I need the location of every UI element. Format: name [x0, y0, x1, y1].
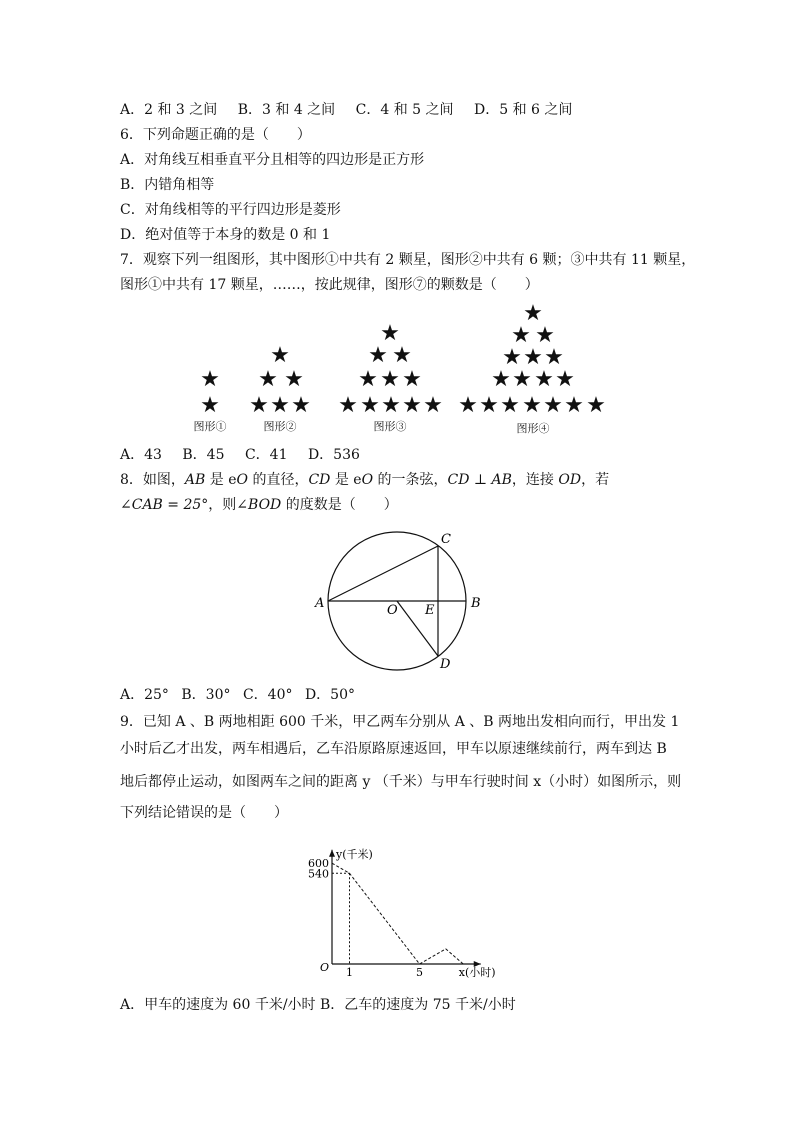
svg-text:★: ★ — [291, 393, 311, 418]
svg-text:★: ★ — [534, 367, 554, 392]
q9-options-line: A．甲车的速度为 60 千米/小时 B．乙车的速度为 75 千米/小时 — [120, 997, 516, 1013]
star: ★ — [200, 393, 220, 418]
svg-text:★: ★ — [380, 367, 400, 392]
q9-stem-line4: 下列结论错误的是（ ） — [120, 805, 288, 821]
star: ★ — [200, 367, 220, 392]
star-figure-3 — [338, 321, 443, 433]
q6-option-a: A．对角线互相垂直平分且相等的四边形是正方形 — [120, 152, 425, 168]
distance-time-chart — [300, 832, 500, 982]
svg-text:★: ★ — [523, 345, 543, 370]
segment-ac — [328, 546, 438, 601]
point-label-a: A — [315, 596, 325, 611]
point-label-e: E — [425, 603, 435, 618]
svg-text:★: ★ — [402, 393, 422, 418]
svg-text:★: ★ — [511, 323, 531, 348]
x-tick-label-5: 5 — [416, 966, 423, 979]
q5-option-c: C．4 和 5 之间 — [355, 102, 454, 118]
svg-text:★: ★ — [502, 345, 522, 370]
chart-labels — [308, 847, 496, 979]
star-figure-2 — [249, 343, 311, 433]
svg-text:★: ★ — [564, 393, 584, 418]
svg-text:★: ★ — [586, 393, 606, 418]
q5-option-d: D．5 和 6 之间 — [473, 102, 573, 118]
q9-stem-line3: 地后都停止运动，如图两车之间的距离 y （千米）与甲车行驶时间 x（小时）如图所示，则 — [120, 774, 682, 790]
svg-text:★: ★ — [535, 323, 555, 348]
svg-text:★: ★ — [402, 367, 422, 392]
q9-stem-line1: 9．已知 A 、B 两地相距 600 千米，甲乙两车分别从 A 、B 两地出发相向而行，甲出发 1 — [120, 714, 680, 730]
svg-text:★: ★ — [523, 301, 543, 326]
q5-options — [120, 101, 572, 119]
q7-option-d: D．536 — [307, 447, 360, 463]
svg-text:★: ★ — [381, 393, 401, 418]
q8-option-d: D．50° — [304, 687, 355, 703]
svg-text:★: ★ — [368, 343, 388, 368]
svg-text:★: ★ — [512, 367, 532, 392]
y-axis-label: y(千米) — [336, 847, 373, 861]
svg-text:★: ★ — [555, 367, 575, 392]
svg-text:★: ★ — [458, 393, 478, 418]
point-label-d: D — [440, 657, 451, 672]
q8-option-a: A．25° — [120, 687, 169, 703]
q8-option-c: C．40° — [242, 687, 293, 703]
svg-text:★: ★ — [479, 393, 499, 418]
svg-text:★: ★ — [338, 393, 358, 418]
star-figure-4 — [458, 301, 606, 435]
y-axis-arrow — [329, 850, 335, 857]
distance-series-line — [332, 863, 463, 964]
y-tick-label-600: 600 — [308, 857, 329, 871]
svg-text:★: ★ — [522, 393, 542, 418]
q7-option-b: B．45 — [182, 447, 225, 463]
q8-stem-line2: ∠CAB = 25°，则∠BOD 的度数是（ ） — [120, 497, 398, 513]
svg-text:★: ★ — [543, 393, 563, 418]
svg-text:★: ★ — [423, 393, 443, 418]
q5-option-b: B．3 和 4 之间 — [237, 102, 336, 118]
q8-options — [120, 686, 355, 704]
x-tick-label-1: 1 — [346, 966, 353, 979]
point-label-b: B — [471, 596, 481, 611]
q7-stem-line2: 图形①中共有 17 颗星，……，按此规律，图形⑦的颗数是（ ） — [120, 277, 539, 293]
q8-stem-line1: 8．如图，AB 是 eO 的直径，CD 是 eO 的一条弦，CD ⊥ AB，连接 OD，若 — [120, 472, 610, 488]
svg-text:★: ★ — [380, 321, 400, 346]
q6-stem: 6．下列命题正确的是（ ） — [120, 127, 311, 143]
svg-text:★: ★ — [392, 343, 412, 368]
q6-option-d: D．绝对值等于本身的数是 0 和 1 — [120, 227, 331, 243]
point-label-o: O — [387, 603, 398, 618]
x-axis-label: x(小时) — [458, 966, 496, 979]
q6-option-b: B．内错角相等 — [120, 177, 215, 193]
chart-axes — [329, 850, 481, 967]
svg-text:★: ★ — [270, 393, 290, 418]
chart-guides — [332, 873, 350, 964]
star-pattern-figure — [180, 300, 620, 440]
svg-text:★: ★ — [284, 367, 304, 392]
q9-stem-line2: 小时后乙才出发，两车相遇后，乙车沿原路原速返回，甲车以原速继续前行，两车到达 B — [120, 741, 667, 757]
q7-option-a: A．43 — [120, 447, 162, 463]
point-label-c: C — [441, 532, 451, 547]
figure-label-3: 图形③ — [373, 420, 407, 433]
svg-text:★: ★ — [258, 367, 278, 392]
figure-label-4: 图形④ — [516, 422, 550, 435]
q7-option-c: C．41 — [244, 447, 288, 463]
svg-text:★: ★ — [500, 393, 520, 418]
y-tick-label-540: 540 — [308, 867, 329, 881]
figure-label-1: 图形① — [193, 420, 227, 433]
svg-text:★: ★ — [358, 367, 378, 392]
circle-geometry-figure — [310, 525, 490, 675]
figure-label-2: 图形② — [263, 420, 297, 433]
q7-options — [120, 446, 360, 464]
origin-label: O — [320, 961, 330, 974]
star-figure-1 — [194, 367, 227, 433]
chart-series — [332, 863, 463, 964]
svg-text:★: ★ — [491, 367, 511, 392]
q6-option-c: C．对角线相等的平行四边形是菱形 — [120, 202, 341, 218]
q5-option-a: A．2 和 3 之间 — [120, 102, 218, 118]
svg-text:★: ★ — [249, 393, 269, 418]
q7-stem-line1: 7．观察下列一组图形，其中图形①中共有 2 颗星，图形②中共有 6 颗；③中共有 11 颗星， — [120, 252, 696, 268]
svg-text:★: ★ — [270, 343, 290, 368]
svg-text:★: ★ — [360, 393, 380, 418]
svg-text:★: ★ — [544, 345, 564, 370]
q8-option-b: B．30° — [181, 687, 231, 703]
